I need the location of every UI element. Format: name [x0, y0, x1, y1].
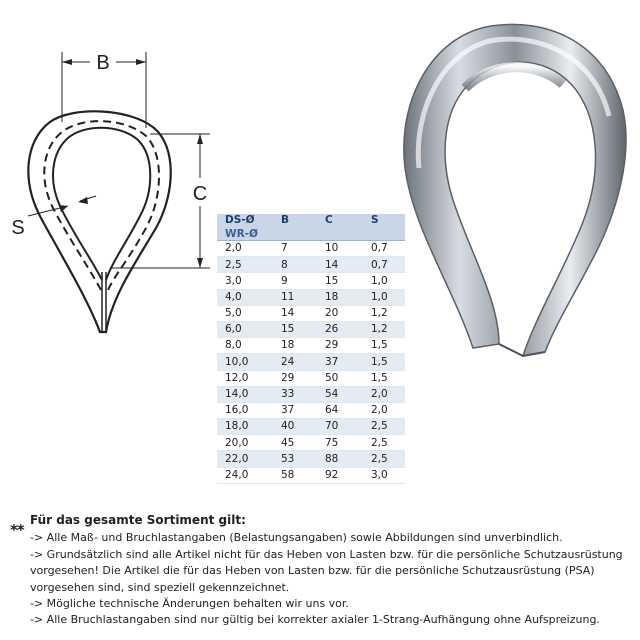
cell-ds: 3,0: [217, 273, 271, 289]
cell-c: 64: [315, 402, 361, 418]
cell-s: 1,0: [361, 273, 405, 289]
cell-ds: 4,0: [217, 289, 271, 305]
table-header-row: [217, 214, 405, 241]
cell-b: 29: [271, 370, 315, 386]
cell-s: 2,5: [361, 435, 405, 451]
thimble-outline: [28, 111, 170, 332]
notes-heading: Für das gesamte Sortiment gilt:: [30, 513, 246, 527]
cell-ds: 20,0: [217, 435, 271, 451]
cell-c: 26: [315, 321, 361, 337]
note-line: -> Alle Maß- und Bruchlastangaben (Belastungsangaben) sowie Abbildungen sind unverbindlich.: [30, 531, 563, 545]
cell-b: 15: [271, 321, 315, 337]
cell-c: 10: [315, 241, 361, 257]
table-row: [217, 386, 405, 402]
note-line: vorgesehen sind, sind speziell gekennzeichnet.: [30, 580, 290, 594]
cell-s: 3,0: [361, 467, 405, 483]
header-wr: WR-Ø: [225, 227, 258, 240]
table-row: [217, 289, 405, 305]
cell-c: 29: [315, 338, 361, 354]
cell-c: 15: [315, 273, 361, 289]
cell-ds: 14,0: [217, 386, 271, 402]
cell-ds: 12,0: [217, 370, 271, 386]
cell-ds: 22,0: [217, 451, 271, 467]
notes-section: [10, 512, 630, 629]
thimble-dimension-drawing: [0, 0, 215, 340]
cell-c: 20: [315, 305, 361, 321]
cell-s: 0,7: [361, 257, 405, 273]
cell-c: 18: [315, 289, 361, 305]
table-row: [217, 419, 405, 435]
label-c: C: [192, 183, 208, 205]
cell-b: 18: [271, 338, 315, 354]
cell-b: 9: [271, 273, 315, 289]
cell-c: 14: [315, 257, 361, 273]
header-ds-wr: [217, 214, 271, 241]
label-s: S: [11, 217, 25, 239]
table-row: [217, 435, 405, 451]
cell-c: 50: [315, 370, 361, 386]
table-row: [217, 451, 405, 467]
cell-b: 53: [271, 451, 315, 467]
cell-s: 1,0: [361, 289, 405, 305]
cell-b: 24: [271, 354, 315, 370]
cell-ds: 5,0: [217, 305, 271, 321]
label-b: B: [96, 52, 110, 74]
table-row: [217, 257, 405, 273]
specification-table: [217, 214, 405, 484]
table-row: [217, 241, 405, 257]
cell-b: 7: [271, 241, 315, 257]
cell-c: 92: [315, 467, 361, 483]
cell-ds: 2,5: [217, 257, 271, 273]
table-row: [217, 305, 405, 321]
notes-asterisks: **: [10, 521, 24, 539]
table-row: [217, 273, 405, 289]
note-line: -> Grundsätzlich sind alle Artikel nicht für das Heben von Lasten bzw. für die persönliche Schutzausrüstung: [30, 547, 623, 561]
note-line: -> Mögliche technische Änderungen behalten wir uns vor.: [30, 597, 349, 611]
cell-ds: 6,0: [217, 321, 271, 337]
cell-b: 40: [271, 419, 315, 435]
cell-ds: 2,0: [217, 241, 271, 257]
cell-c: 54: [315, 386, 361, 402]
table-row: [217, 370, 405, 386]
header-b: B: [271, 214, 315, 241]
header-ds: DS-Ø: [225, 214, 255, 226]
note-line: -> Alle Bruchlastangaben sind nur gültig bei korrekter axialer 1-Strang-Aufhängung ohne Aufspreizung.: [30, 613, 600, 627]
table-row: [217, 354, 405, 370]
note-line: vorgesehen! Die Artikel die für das Heben von Lasten bzw. für die persönliche Schutzausrüstung (PSA): [30, 564, 595, 578]
cell-s: 2,5: [361, 451, 405, 467]
cell-s: 1,5: [361, 338, 405, 354]
cell-c: 75: [315, 435, 361, 451]
cell-b: 33: [271, 386, 315, 402]
cell-b: 14: [271, 305, 315, 321]
cell-s: 2,5: [361, 419, 405, 435]
cell-b: 58: [271, 467, 315, 483]
table-row: [217, 321, 405, 337]
cell-s: 2,0: [361, 402, 405, 418]
cell-s: 1,5: [361, 370, 405, 386]
cell-ds: 18,0: [217, 419, 271, 435]
cell-ds: 16,0: [217, 402, 271, 418]
table-body: [217, 241, 405, 484]
cell-b: 8: [271, 257, 315, 273]
cell-s: 1,2: [361, 321, 405, 337]
table-row: [217, 402, 405, 418]
cell-s: 0,7: [361, 241, 405, 257]
cell-ds: 10,0: [217, 354, 271, 370]
cell-ds: 24,0: [217, 467, 271, 483]
dimension-s: [28, 196, 96, 216]
header-s: S: [361, 214, 405, 241]
cell-s: 1,5: [361, 354, 405, 370]
cell-ds: 8,0: [217, 338, 271, 354]
cell-c: 37: [315, 354, 361, 370]
cell-b: 37: [271, 402, 315, 418]
thimble-product-photo: [395, 18, 633, 363]
table-row: [217, 338, 405, 354]
cell-b: 45: [271, 435, 315, 451]
table-row: [217, 467, 405, 483]
cell-s: 2,0: [361, 386, 405, 402]
cell-c: 70: [315, 419, 361, 435]
cell-s: 1,2: [361, 305, 405, 321]
cell-c: 88: [315, 451, 361, 467]
header-c: C: [315, 214, 361, 241]
cell-b: 11: [271, 289, 315, 305]
